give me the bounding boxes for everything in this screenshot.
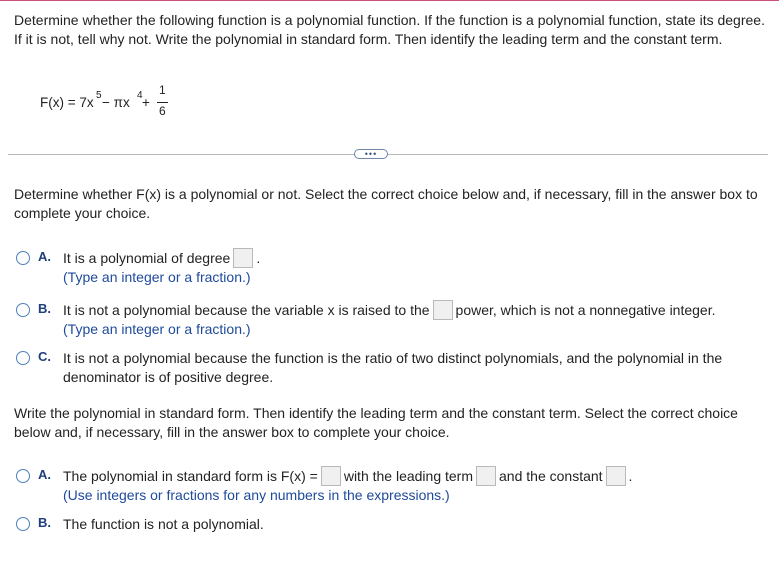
radio-button[interactable]: [16, 469, 30, 483]
degree-answer-box[interactable]: [233, 248, 253, 268]
choice-text-constant: and the constant: [499, 468, 603, 484]
choice-text: It is not a polynomial because the variable x is raised to the: [63, 302, 430, 318]
fraction-numerator: 1: [159, 83, 166, 97]
choice-letter: A.: [38, 467, 51, 482]
radio-button[interactable]: [16, 251, 30, 265]
fraction-bar: [157, 102, 168, 103]
part1-instructions: Determine whether F(x) is a polynomial or not. Select the correct choice below and, if necessary, fill in the answer box to complete your choice.: [14, 186, 758, 221]
choice-text-leading: with the leading term: [343, 468, 474, 484]
choice-text-line1: It is not a polynomial because the function is the ratio of two distinct polynomials, and the polynomial in the: [63, 350, 723, 366]
choice-letter: B.: [38, 301, 51, 316]
choice-text-line2: denominator is of positive degree.: [63, 369, 274, 385]
choice-suffix: power, which is not a nonnegative integer.: [455, 302, 716, 318]
leading-term-answer-box[interactable]: [476, 466, 496, 486]
choice-suffix: .: [256, 250, 261, 266]
formula-exponent-5: 5: [96, 90, 102, 101]
section-divider: [8, 154, 768, 155]
part2-instructions: Write the polynomial in standard form. Then identify the leading term and the constant term. Select the correct choice below and, if necessary, fill in the answer box to complete your choice.: [14, 405, 738, 440]
input-hint: (Use integers or fractions for any numbers in the expressions.): [63, 487, 450, 503]
radio-button[interactable]: [16, 517, 30, 531]
fraction-denominator: 6: [159, 104, 166, 118]
choice-suffix: .: [628, 468, 633, 484]
standard-form-answer-box[interactable]: [321, 466, 341, 486]
choice-text: The function is not a polynomial.: [63, 516, 264, 532]
input-hint: (Type an integer or a fraction.): [63, 321, 251, 337]
formula-exponent-4: 4: [137, 90, 143, 101]
power-answer-box[interactable]: [433, 300, 453, 320]
choice-letter: A.: [38, 249, 51, 264]
function-formula: [40, 80, 200, 124]
choice-text: It is a polynomial of degree: [63, 250, 231, 266]
choice-letter: C.: [38, 349, 51, 364]
choice-letter: B.: [38, 515, 51, 530]
constant-term-answer-box[interactable]: [606, 466, 626, 486]
radio-button[interactable]: [16, 351, 30, 365]
radio-button[interactable]: [16, 303, 30, 317]
expand-more-button[interactable]: •••: [354, 149, 388, 159]
choice-text: The polynomial in standard form is F(x) =: [63, 468, 318, 484]
formula-pi-term: − πx: [102, 95, 130, 110]
formula-plus: +: [142, 95, 150, 110]
formula-lhs: F(x) = 7x: [40, 95, 94, 110]
input-hint: (Type an integer or a fraction.): [63, 269, 251, 285]
top-accent-line: [0, 0, 779, 1]
question-prompt: Determine whether the following function is a polynomial function. If the function is a polynomial function, state its degree. If it is not, tell why not. Write the polynomial in standard form. Then identify the leading term and the constant term.: [14, 12, 765, 47]
